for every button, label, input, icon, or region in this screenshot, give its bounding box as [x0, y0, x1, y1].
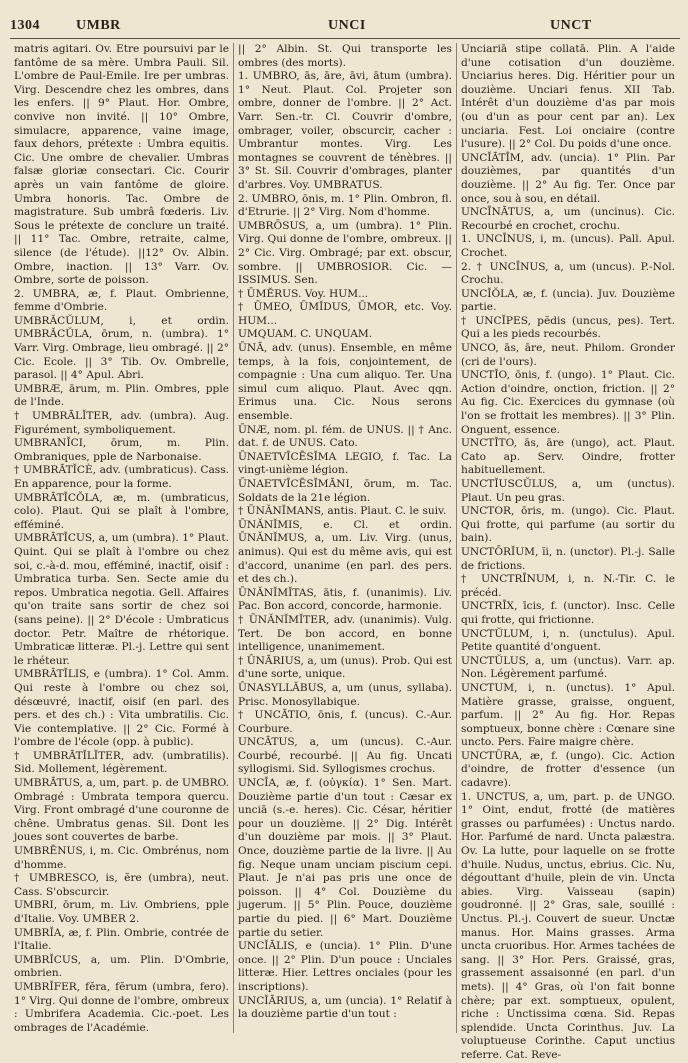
dictionary-entry: UMBRÆ, ārum, m. Plin. Ombres, pple de l'Inde.	[14, 382, 229, 409]
dictionary-entry: 2. UMBRA, æ, f. Plaut. Ombrienne, femme d'Ombrie.	[14, 287, 229, 314]
dictionary-entry: † UNCĬPES, pĕdis (uncus, pes). Tert. Qui a les pieds recourbés.	[461, 314, 675, 341]
dictionary-entry: † ŪNĂNĬMANS, antis. Plaut. C. le suiv.	[238, 505, 447, 518]
dictionary-entry: UNCTUM, i, n. (unctus). 1° Apul. Matière grasse, graisse, onguent, parfum. || 2° Au fig. Hor. Repas somptueux, bonne chère : Cœnare sine uncto. Pers. Faire maigre chère.	[461, 681, 675, 749]
dictionary-entry: ŪNAETVĪCĒSĬMĀNI, ōrum, m. Tac. Soldats de la 21e légion.	[238, 478, 452, 504]
dictionary-entry: UNCTŌRĬUM, ĭi, n. (unctor). Pl.-j. Salle de frictions.	[461, 545, 675, 572]
dictionary-entry: ŪNĀ, adv. (unus). Ensemble, en même temps, à la fois, conjointement, de compagnie : Una cum aliquo. Ter. Una simul cum aliquo. Plaut. Avec qqn. Erimus una. Cic. Nous serons ensemble.	[238, 342, 452, 423]
dictionary-entry: UMBRĀTĬLIS, e (umbra). 1° Col. Amm. Qui reste à l'ombre ou chez soi, désœuvré, inactif, oisif (en parl. des pers. et des ch.) : Vita umbratilis. Cic. Vie contemplative. || 2° Cic. Formé à l'ombre de l'école (opp. à public).	[14, 668, 229, 749]
running-header	[10, 18, 680, 39]
dictionary-entry: matris agitari. Ov. Etre poursuivi par le fantôme de sa mère. Umbra Pauli. Sil. L'ombre de Paul-Emile. Ire per umbras. Virg. Descendre chez les ombres, dans les enfers. || 9° Plaut. Hor. Ombre, convive non invité. || 10° Ombre, simulacre, apparence, vaine image, faux dehors, prétexte : Umbra equitis. Cic. Une ombre de chevalier. Umbras falsæ gloriæ consectari. Cic. Courir après un vain fantôme de gloire. Umbra honoris. Tac. Ombre de magistrature. Sub umbrâ fœderis. Liv. Sous le prétexte de conclure un traité. || 11° Tac. Ombre, retraite, calme, silence (de l'étude). ||12° Ov. Albin. Ombre, inaction. || 13° Varr. Ov. Ombre, sorte de poisson.	[14, 43, 229, 287]
column-3	[456, 43, 679, 1061]
dictionary-entry: UNCO, ās, āre, neut. Philom. Gronder (cri de l'ours).	[461, 342, 675, 368]
dictionary-entry: UMBRĀTĬCUS, a, um (umbra). 1° Plaut. Quint. Qui se plaît à l'ombre ou chez soi, c.-à-d. mou, efféminé, inactif, oisif : Umbratica turba. Sen. Secte amie du repos. Umbratica negotia. Gell. Affaires qu'on traite sans sortir de chez soi (sans peine). || 2° D'école : Umbraticus doctor. Petr. Maître de rhétorique. Umbraticæ litteræ. Pl.-j. Lettre qui sent le rhéteur.	[14, 532, 229, 667]
dictionary-entry: † UMBRESCO, is, ĕre (umbra), neut. Cass. S'obscurcir.	[14, 872, 229, 898]
dictionary-entry: ŪNASYLLĂBUS, a, um (unus, syllaba). Prisc. Monosyllabique.	[238, 681, 452, 708]
dictionary-entry: UMBRĂCŬLUM, i, et ordin. UMBRĂCŬLA, ōrum, n. (umbra). 1° Varr. Virg. Ombrage, lieu ombragé. || 2° Cic. Ecole. || 3° Tib. Ov. Ombrelle, parasol. || 4° Apul. Abri.	[14, 314, 229, 382]
column-2	[233, 43, 456, 1033]
text-columns	[10, 43, 680, 1061]
dictionary-entry: UNCTOR, ōris, m. (ungo). Cic. Plaut. Qui frotte, qui parfume (au sortir du bain).	[461, 505, 675, 545]
dictionary-entry: † UMBRĀTĬLĬTER, adv. (umbratilis). Sid. Mollement, légèrement.	[14, 749, 229, 776]
dictionary-entry: 1. UNCĪNUS, i, m. (uncus). Pall. Apul. Crochet.	[461, 233, 675, 259]
header-left-guide-word: UMBR	[76, 18, 121, 33]
dictionary-entry: † ŪMEO, ŪMĬDUS, ŪMOR, etc. Voy. HUM...	[238, 301, 452, 327]
dictionary-entry: UNCTŬLUM, i, n. (unctulus). Apul. Petite quantité d'onguent.	[461, 627, 675, 654]
dictionary-entry: ŪNĂNĬMĬTAS, ātis, f. (unanimis). Liv. Pac. Bon accord, concorde, harmonie.	[238, 586, 452, 613]
dictionary-entry: UMBRĬA, æ, f. Plin. Ombrie, contrée de l'Italie.	[14, 926, 229, 953]
dictionary-entry: 2. † UNCĪNUS, a, um (uncus). P.-Nol. Crochu.	[461, 260, 675, 287]
dictionary-entry: UNCĬĀRIUS, a, um (uncia). 1° Relatif à la douzième partie d'un tout :	[238, 994, 452, 1021]
dictionary-entry: UNCĬA, æ, f. (οὐγκία). 1° Sen. Mart. Douzième partie d'un tout : Cæsar ex unciā (s.-e. heres). Cic. César, héritier pour un douzième. || 2° Dig. Intérêt d'un douzième par mois. || 3° Plaut. Once, douzième partie de la livre. || Au fig. Neque unam unciam piscium cepi. Plaut. Je n'ai pas pris une once de poisson. || 4° Col. Douzième du jugerum. || 5° Plin. Pouce, douzième partie du pied. || 6° Mart. Douzième partie du setier.	[238, 777, 452, 939]
dictionary-entry: † UNCĀTIO, ōnis, f. (uncus). C.-Aur. Courbure.	[238, 709, 452, 735]
dictionary-entry: ŪNĂNĬMIS, e. Cl. et ordin. ŪNĂNĬMUS, a, um. Liv. Virg. (unus, animus). Qui est du même avis, qui est d'accord, unanime (en parl. des pers. et des ch.).	[238, 518, 452, 586]
dictionary-entry: Unciariā stipe collatā. Plin. A l'aide d'une cotisation d'un douzième. Unciarius heres. Dig. Héritier pour un douzième. Unciari fenus. XII Tab. Intérêt d'un douzième d'as par mois (ou d'un as pour cent par an). Lex unciaria. Fest. Loi onciaire (contre l'usure). || 2° Col. Du poids d'une once.	[461, 43, 675, 151]
dictionary-entry: UNCTĬO, ōnis, f. (ungo). 1° Plaut. Cic. Action d'oindre, onction, friction. || 2° Au fig. Cic. Exercices du gymnase (où l'on se frottait les membres). || 3° Plin. Onguent, essence.	[461, 369, 675, 436]
dictionary-entry: UMBRĒNUS, i, m. Cic. Ombrénus, nom d'homme.	[14, 845, 229, 871]
dictionary-entry: 2. UMBRO, ōnis, m. 1° Plin. Ombron, fl. d'Etrurie. || 2° Virg. Nom d'homme.	[238, 192, 452, 219]
header-right-guide-word: UNCT	[550, 18, 592, 33]
header-center-guide-word: UNCI	[328, 18, 366, 33]
dictionary-entry: UMQUAM. C. UNQUAM.	[238, 328, 373, 341]
dictionary-entry: † UMBRĀTĬCÈ, adv. (umbraticus). Cass. En apparence, pour la forme.	[14, 464, 229, 490]
dictionary-entry: UMBRĀTĬCŎLA, æ, m. (umbraticus, colo). Plaut. Qui se plaît à l'ombre, efféminé.	[14, 491, 229, 531]
dictionary-entry: UNCTŪRA, æ, f. (ungo). Cic. Action d'oindre, de frotter d'essence (un cadavre).	[461, 749, 675, 790]
dictionary-entry: UMBRŌSUS, a, um (umbra). 1° Plin. Virg. Qui donne de l'ombre, ombreux. || 2° Cic. Virg. Ombragé; par ext. obscur, sombre. || UMBROSIOR. Cic. — ISSIMUS. Sen.	[238, 219, 452, 287]
dictionary-entry: UMBRI, ōrum, m. Liv. Ombriens, pple d'Italie. Voy. UMBER 2.	[14, 899, 229, 925]
dictionary-entry: UMBRĀTUS, a, um, part. p. de UMBRO. Ombragé : Umbrata tempora quercu. Virg. Front ombragé d'une couronne de chêne. Umbratus genas. Sil. Dont les joues sont couvertes de barbe.	[14, 777, 229, 844]
dictionary-entry: † ŪNĀRIUS, a, um (unus). Prob. Qui est d'une sorte, unique.	[238, 654, 452, 681]
dictionary-entry: UNCĬŎLA, æ, f. (uncia). Juv. Douzième partie.	[461, 287, 675, 314]
dictionary-entry: UNCĬĀLIS, e (uncia). 1° Plin. D'une once. || 2° Plin. D'un pouce : Unciales litteræ. Hier. Lettres onciales (pour les inscriptions).	[238, 940, 452, 993]
dictionary-entry: ŪNÆ, nom. pl. fém. de UNUS. || † Anc. dat. f. de UNUS. Cato.	[238, 423, 452, 450]
dictionary-entry: UNCTĬTO, ās, āre (ungo), act. Plaut. Cato ap. Serv. Oindre, frotter habituellement.	[461, 437, 675, 477]
dictionary-entry: || 2° Albin. St. Qui transporte les ombres (des morts).	[238, 43, 452, 69]
dictionary-entry: UNCTRĪX, īcis, f. (unctor). Insc. Celle qui frotte, qui frictionne.	[461, 600, 675, 626]
dictionary-entry: † ŪMĔRUS. Voy. HUM...	[238, 287, 369, 300]
dictionary-entry: † UMBRĀLĬTER, adv. (umbra). Aug. Figurément, symboliquement.	[14, 410, 229, 436]
dictionary-entry: UNCTĬUSCŬLUS, a, um (unctus). Plaut. Un peu gras.	[461, 478, 675, 504]
dictionary-entry: UNCĀTUS, a, um (uncus). C.-Aur. Courbé, recourbé. || Au fig. Uncati syllogismi. Sid. Syllogismes crochus.	[238, 736, 452, 776]
dictionary-entry: UMBRANĬCI, ōrum, m. Plin. Ombraniques, pple de Narbonaise.	[14, 437, 229, 463]
dictionary-entry: UNCTŬLUS, a, um (unctus). Varr. ap. Non. Légèrement parfumé.	[461, 654, 675, 681]
dictionary-entry: UMBRĬFER, fĕra, fĕrum (umbra, fero). 1° Virg. Qui donne de l'ombre, ombreux : Umbrifera Academia. Cic.-poet. Les ombrages de l'Académie.	[14, 980, 229, 1034]
dictionary-entry: † UNCTRĪNUM, i, n. N.-Tir. C. le précéd.	[461, 573, 675, 599]
column-1	[10, 43, 233, 1033]
dictionary-entry: UMBRĬCUS, a, um. Plin. D'Ombrie, ombrien.	[14, 953, 229, 980]
dictionary-entry: UNCĪNĀTUS, a, um (uncinus). Cic. Recourbé en crochet, crochu.	[461, 206, 675, 232]
page-number: 1304	[10, 18, 40, 33]
dictionary-entry: ŪNAETVĪCĒSĬMA LEGIO, f. Tac. La vingt-unième légion.	[238, 450, 452, 477]
dictionary-entry: UNCĬĀTĪM, adv. (uncia). 1° Plin. Par douzièmes, par quantités d'un douzième. || 2° Au fig. Ter. Once par once, sou à sou, en détail.	[461, 151, 675, 205]
dictionary-entry: 1. UMBRO, ās, āre, āvi, ātum (umbra). 1° Neut. Plaut. Col. Projeter son ombre, donner de l'ombre. || 2° Act. Varr. Sen.-tr. Cl. Couvrir d'ombre, ombrager, voiler, obscurcir, cacher : Umbrantur montes. Virg. Les montagnes se couvrent de ténèbres. || 3° St. Sil. Couvrir d'ombrages, planter d'arbres. Voy. UMBRATUS.	[238, 70, 452, 191]
dictionary-entry: 1. UNCTUS, a, um, part. p. de UNGO. 1° Oint, endut, frotté (de matières grasses ou parfumées) : Unctus nardo. Hor. Parfumé de nard. Uncta palæstra. Ov. La lutte, pour laquelle on se frotte d'huile. Nudus, unctus, ebrius. Cic. Nu, dégouttant d'huile, plein de vin. Uncta abies. Virg. Vaisseau (sapin) goudronné. || 2° Gras, sale, souillé : Unctus. Pl.-j. Couvert de sueur. Unctæ manus. Hor. Mains grasses. Arma uncta cruoribus. Hor. Armes tachées de sang. || 3° Hor. Pers. Graissé, gras, grassement assaisonné (en parl. d'un mets). || 4° Gras, où l'on fait bonne chère; par ext. somptueux, opulent, riche : Unctissima cœna. Sid. Repas splendide. Uncta Corinthus. Juv. La voluptueuse Corinthe. Caput unctius referre. Cat. Reve-	[461, 790, 675, 1061]
dictionary-entry: † ŪNĂNĬMĬTER, adv. (unanimis). Vulg. Tert. De bon accord, en bonne intelligence, unanimement.	[238, 613, 452, 654]
